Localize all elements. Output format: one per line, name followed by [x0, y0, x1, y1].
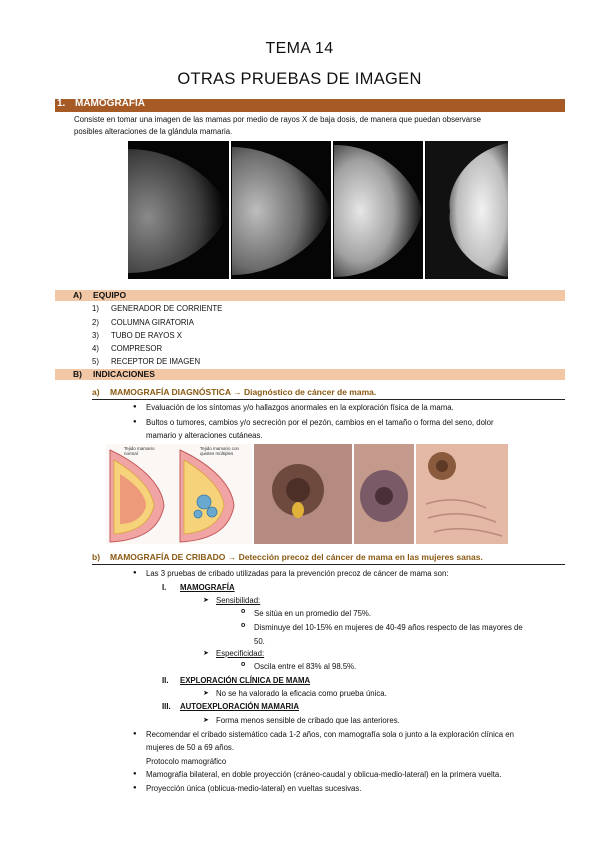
section-intro-line2: posibles alteraciones de la glándula mamaria. [74, 127, 233, 136]
section-number: 1. [57, 98, 66, 109]
equipo-item: COMPRESOR [111, 344, 163, 353]
equipo-bar [55, 290, 565, 301]
section-title: MAMOGRAFÍA [75, 98, 145, 109]
cribado-i-title: MAMOGRAFÍA [180, 583, 235, 592]
cribado-iii-num: III. [162, 702, 171, 711]
diag-underline [92, 399, 565, 400]
equipo-item-num: 3) [92, 331, 99, 340]
sensibilidad-2: o Disminuye del 10-15% en mujeres de 40-49 años respecto de las mayores de [254, 623, 523, 632]
recomendacion: ● Recomendar el cribado sistemático cada 1-2 años, con mamografía sola o junto a la exploración clínica en [146, 730, 514, 739]
diagram-label-normal: Tejido mamario normal [124, 446, 155, 456]
equipo-item: TUBO DE RAYOS X [111, 331, 182, 340]
indicaciones-letter: B) [73, 369, 82, 379]
sensibilidad-title: ➤ Sensibilidad: [216, 596, 260, 605]
equipo-item-num: 1) [92, 304, 99, 313]
diag-bullet-2-cont: mamario y alteraciones cutáneas. [146, 431, 263, 440]
equipo-item-num: 4) [92, 344, 99, 353]
equipo-title: EQUIPO [93, 290, 127, 300]
cribado-title: MAMOGRAFÍA DE CRIBADO → Detección precoz del cáncer de mama en las mujeres sanas. [110, 552, 483, 562]
cribado-ii-title: EXPLORACIÓN CLÍNICA DE MAMA [180, 676, 311, 685]
diag-title: MAMOGRAFÍA DIAGNÓSTICA → Diagnóstico de cáncer de mama. [110, 387, 377, 397]
diag-bullet-1: ● Evaluación de los síntomas y/o hallazgos anormales en la exploración física de la mama. [146, 403, 454, 412]
section-mamografia-bar [55, 99, 565, 112]
cribado-ii-num: II. [162, 676, 169, 685]
diag-bullet-2: ● Bultos o tumores, cambios y/o secreción por el pezón, cambios en el tamaño o forma del seno, dolor [146, 418, 494, 427]
protocolo-2: ● Proyección única (oblicua-medio-lateral) en vueltas sucesivas. [146, 784, 361, 793]
cribado-underline [92, 564, 565, 565]
indicaciones-bar [55, 369, 565, 380]
equipo-item-num: 5) [92, 357, 99, 366]
indicaciones-title: INDICACIONES [93, 369, 155, 379]
especificidad-1: o Oscila entre el 83% al 98.5%. [254, 662, 356, 671]
cribado-i-num: I. [162, 583, 167, 592]
diag-letter: a) [92, 387, 100, 397]
cribado-iii-title: AUTOEXPLORACIÓN MAMARIA [180, 702, 299, 711]
equipo-item-num: 2) [92, 318, 99, 327]
diagram-label-quistes: Tejido mamario con quistes múltiples [200, 446, 240, 456]
sensibilidad-2-cont: 50. [254, 637, 265, 646]
especificidad-title: ➤ Especificidad: [216, 649, 264, 658]
equipo-item: GENERADOR DE CORRIENTE [111, 304, 223, 313]
equipo-letter: A) [73, 290, 82, 300]
equipo-item: COLUMNA GIRATORIA [111, 318, 194, 327]
protocolo-label: Protocolo mamográfico [146, 757, 227, 766]
page-title: TEMA 14 [265, 40, 334, 57]
cribado-ii-text: ➤ No se ha valorado la eficacia como prueba única. [216, 689, 387, 698]
nipple-secretion-photo [254, 444, 352, 544]
nipple-retraction-photo [416, 444, 508, 544]
breast-tissue-diagram [106, 444, 252, 544]
sensibilidad-1: o Se sitúa en un promedio del 75%. [254, 609, 371, 618]
mammogram-images [128, 141, 508, 279]
breast-skin-change-photo [354, 444, 414, 544]
section-intro-line1: Consiste en tomar una imagen de las mamas por medio de rayos X de baja dosis, de manera que puedan observarse [74, 115, 481, 124]
cribado-letter: b) [92, 552, 101, 562]
protocolo-1: ● Mamografía bilateral, en doble proyección (cráneo-caudal y oblicua-medio-lateral) en la primera vuelta. [146, 770, 501, 779]
cribado-iii-text: ➤ Forma menos sensible de cribado que las anteriores. [216, 716, 400, 725]
cribado-intro: ● Las 3 pruebas de cribado utilizadas para la prevención precoz de cáncer de mama son: [146, 569, 449, 578]
equipo-item: RECEPTOR DE IMAGEN [111, 357, 201, 366]
recomendacion-cont: mujeres de 50 a 69 años. [146, 743, 234, 752]
page-subtitle: OTRAS PRUEBAS DE IMAGEN [177, 70, 422, 88]
